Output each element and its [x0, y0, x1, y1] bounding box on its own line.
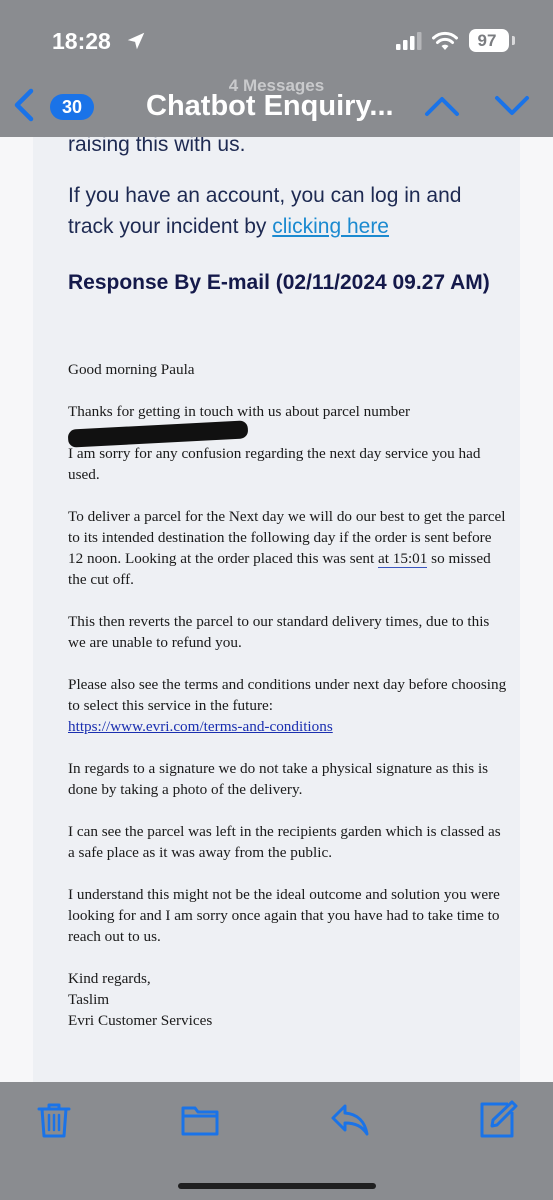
signature-text: In regards to a signature we do not take a physical signature as this is done by taking a photo of the delivery. — [68, 760, 489, 798]
parcel-number-line — [68, 422, 508, 443]
status-time: 18:28 — [52, 28, 111, 54]
agent-name: Taslim — [68, 991, 110, 1008]
reply-icon[interactable] — [330, 1100, 370, 1140]
wifi-icon — [432, 30, 458, 52]
account-text: If you have an account, you can log in and track your incident by — [68, 184, 462, 238]
intro-fragment: raising this with us. — [68, 137, 246, 156]
deliver-paragraph — [68, 506, 508, 590]
revert-text: This then reverts the parcel to our standard delivery times, due to this we are unable to refund you. — [68, 613, 490, 651]
chevron-up-icon[interactable] — [424, 94, 460, 118]
closing: Kind regards, — [68, 970, 151, 987]
location-arrow-icon — [125, 30, 147, 52]
battery-icon — [469, 29, 509, 52]
home-indicator — [178, 1183, 376, 1189]
garden-text: I can see the parcel was left in the recipients garden which is classed as a safe place as it was away from the public. — [68, 823, 501, 861]
account-paragraph — [68, 180, 488, 242]
chevron-left-icon[interactable] — [12, 88, 36, 122]
nav-bar — [0, 72, 553, 137]
thanks-text: Thanks for getting in touch with us about parcel number — [68, 403, 411, 420]
thread-title: Chatbot Enquiry... — [146, 90, 394, 122]
chevron-down-icon[interactable] — [494, 94, 530, 118]
message-body — [33, 137, 520, 1082]
tracking-link[interactable]: clicking here — [272, 215, 389, 238]
deliver-text: To deliver a parcel for the Next day we will do our best to get the parcel to its intended destination the following day if the order is sent before 12 noon. Looking at the order placed this was sent — [68, 508, 506, 567]
greeting: Good morning Paula — [68, 361, 195, 378]
order-time: at 15:01 — [378, 550, 428, 567]
terms-paragraph — [68, 674, 508, 737]
messages-count-subtitle: 4 Messages — [228, 76, 325, 95]
team-name: Evri Customer Services — [68, 1012, 213, 1029]
compose-icon[interactable] — [478, 1100, 518, 1140]
status-bar — [0, 0, 553, 72]
deliver-text-end: so missed the cut off. — [68, 550, 491, 588]
battery-tip — [512, 36, 515, 45]
sorry-text: I am sorry for any confusion regarding the next day service you had used. — [68, 445, 481, 483]
understand-text: I understand this might not be the ideal outcome and solution you were looking for and I am sorry once again that you have had to take time to reach out to us. — [68, 886, 500, 945]
terms-link[interactable]: https://www.evri.com/terms-and-conditions — [68, 718, 333, 735]
folder-icon[interactable] — [180, 1100, 220, 1140]
response-title: Response By E-mail (02/11/2024 09.27 AM) — [68, 271, 490, 294]
battery-level: 97 — [477, 31, 497, 50]
back-count-badge[interactable]: 30 — [50, 94, 94, 120]
email-response — [68, 359, 508, 1031]
terms-text: Please also see the terms and conditions under next day before choosing to select this service in the future: — [68, 676, 507, 714]
trash-icon[interactable] — [34, 1100, 74, 1140]
cellular-signal-icon — [396, 32, 422, 50]
